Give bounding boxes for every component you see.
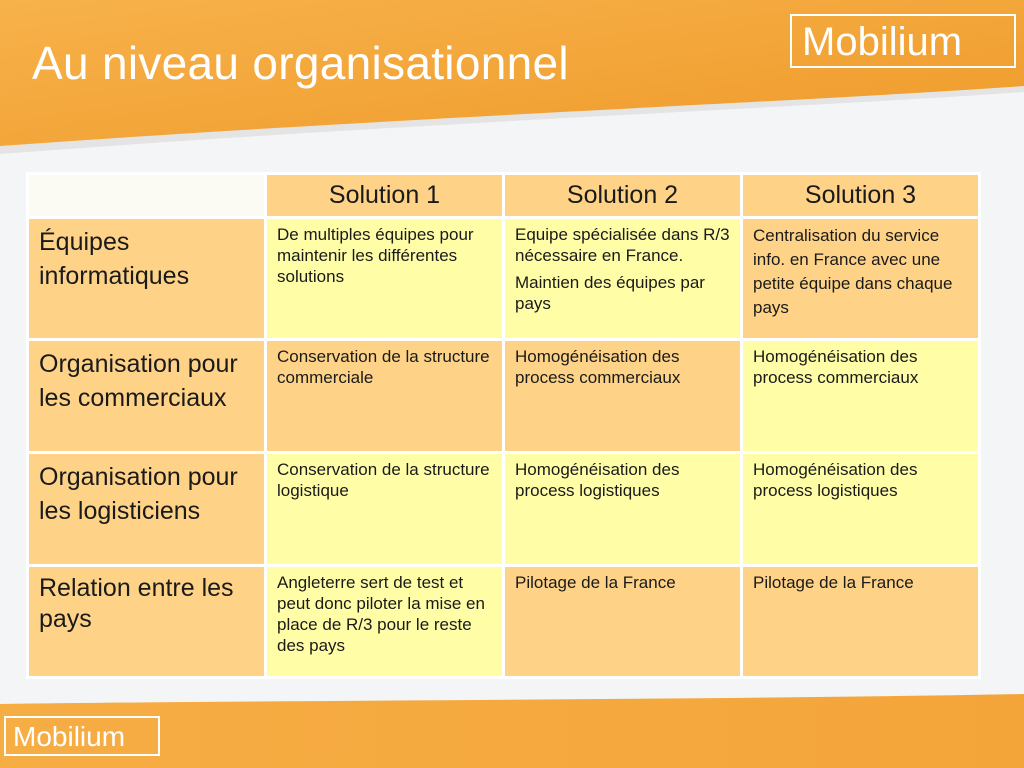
table-cell xyxy=(266,566,504,678)
column-header-solution-3: Solution 3 xyxy=(742,174,980,218)
cell-text: Homogénéisation des process logistiques xyxy=(515,460,680,500)
cell-text: Maintien des équipes par pays xyxy=(515,273,705,313)
cell-text: Angleterre sert de test et peut donc piloter la mise en place de R/3 pour le reste des pays xyxy=(277,573,485,655)
page-title: Au niveau organisationnel xyxy=(32,37,569,89)
table-cell xyxy=(504,218,742,340)
cell-text: Homogénéisation des process commerciaux xyxy=(515,347,681,387)
svg-text:Mobilium: Mobilium xyxy=(13,721,126,752)
cell-text: Centralisation du service info. en France avec une petite équipe dans chaque pays xyxy=(753,226,953,317)
cell-text: De multiples équipes pour maintenir les différentes solutions xyxy=(277,225,474,286)
row-label: Équipes informatiques xyxy=(28,218,266,340)
cell-text: Conservation de la structure commerciale xyxy=(277,347,490,387)
table-cell xyxy=(266,340,504,453)
table-cell xyxy=(266,218,504,340)
svg-text:Mobilium: Mobilium xyxy=(802,20,963,62)
comparison-table xyxy=(26,172,981,679)
logo-wordmark xyxy=(798,20,1008,62)
footer-logo xyxy=(4,716,160,756)
column-header-solution-1: Solution 1 xyxy=(266,174,504,218)
table-row xyxy=(28,340,980,453)
table-row xyxy=(28,218,980,340)
table-cell xyxy=(742,218,980,340)
logo-wordmark xyxy=(10,720,154,752)
table-cell xyxy=(742,566,980,678)
column-header-solution-2: Solution 2 xyxy=(504,174,742,218)
table-cell xyxy=(504,453,742,566)
cell-text: Equipe spécialisée dans R/3 nécessaire en France. xyxy=(515,225,730,265)
table-cell xyxy=(504,566,742,678)
brand-logo xyxy=(790,14,1016,68)
table-row xyxy=(28,453,980,566)
row-label: Relation entre les pays xyxy=(28,566,266,678)
table-cell xyxy=(266,453,504,566)
cell-text: Homogénéisation des process logistiques xyxy=(753,460,918,500)
table-cell xyxy=(504,340,742,453)
row-label: Organisation pour les logisticiens xyxy=(28,453,266,566)
row-label: Organisation pour les commerciaux xyxy=(28,340,266,453)
table-row xyxy=(28,566,980,678)
cell-text: Conservation de la structure logistique xyxy=(277,460,490,500)
header-corner-cell xyxy=(28,174,266,218)
cell-text: Pilotage de la France xyxy=(753,573,914,592)
cell-text: Pilotage de la France xyxy=(515,573,676,592)
table-header-row xyxy=(28,174,980,218)
table-cell xyxy=(742,453,980,566)
cell-text: Homogénéisation des process commerciaux xyxy=(753,347,919,387)
table-cell xyxy=(742,340,980,453)
